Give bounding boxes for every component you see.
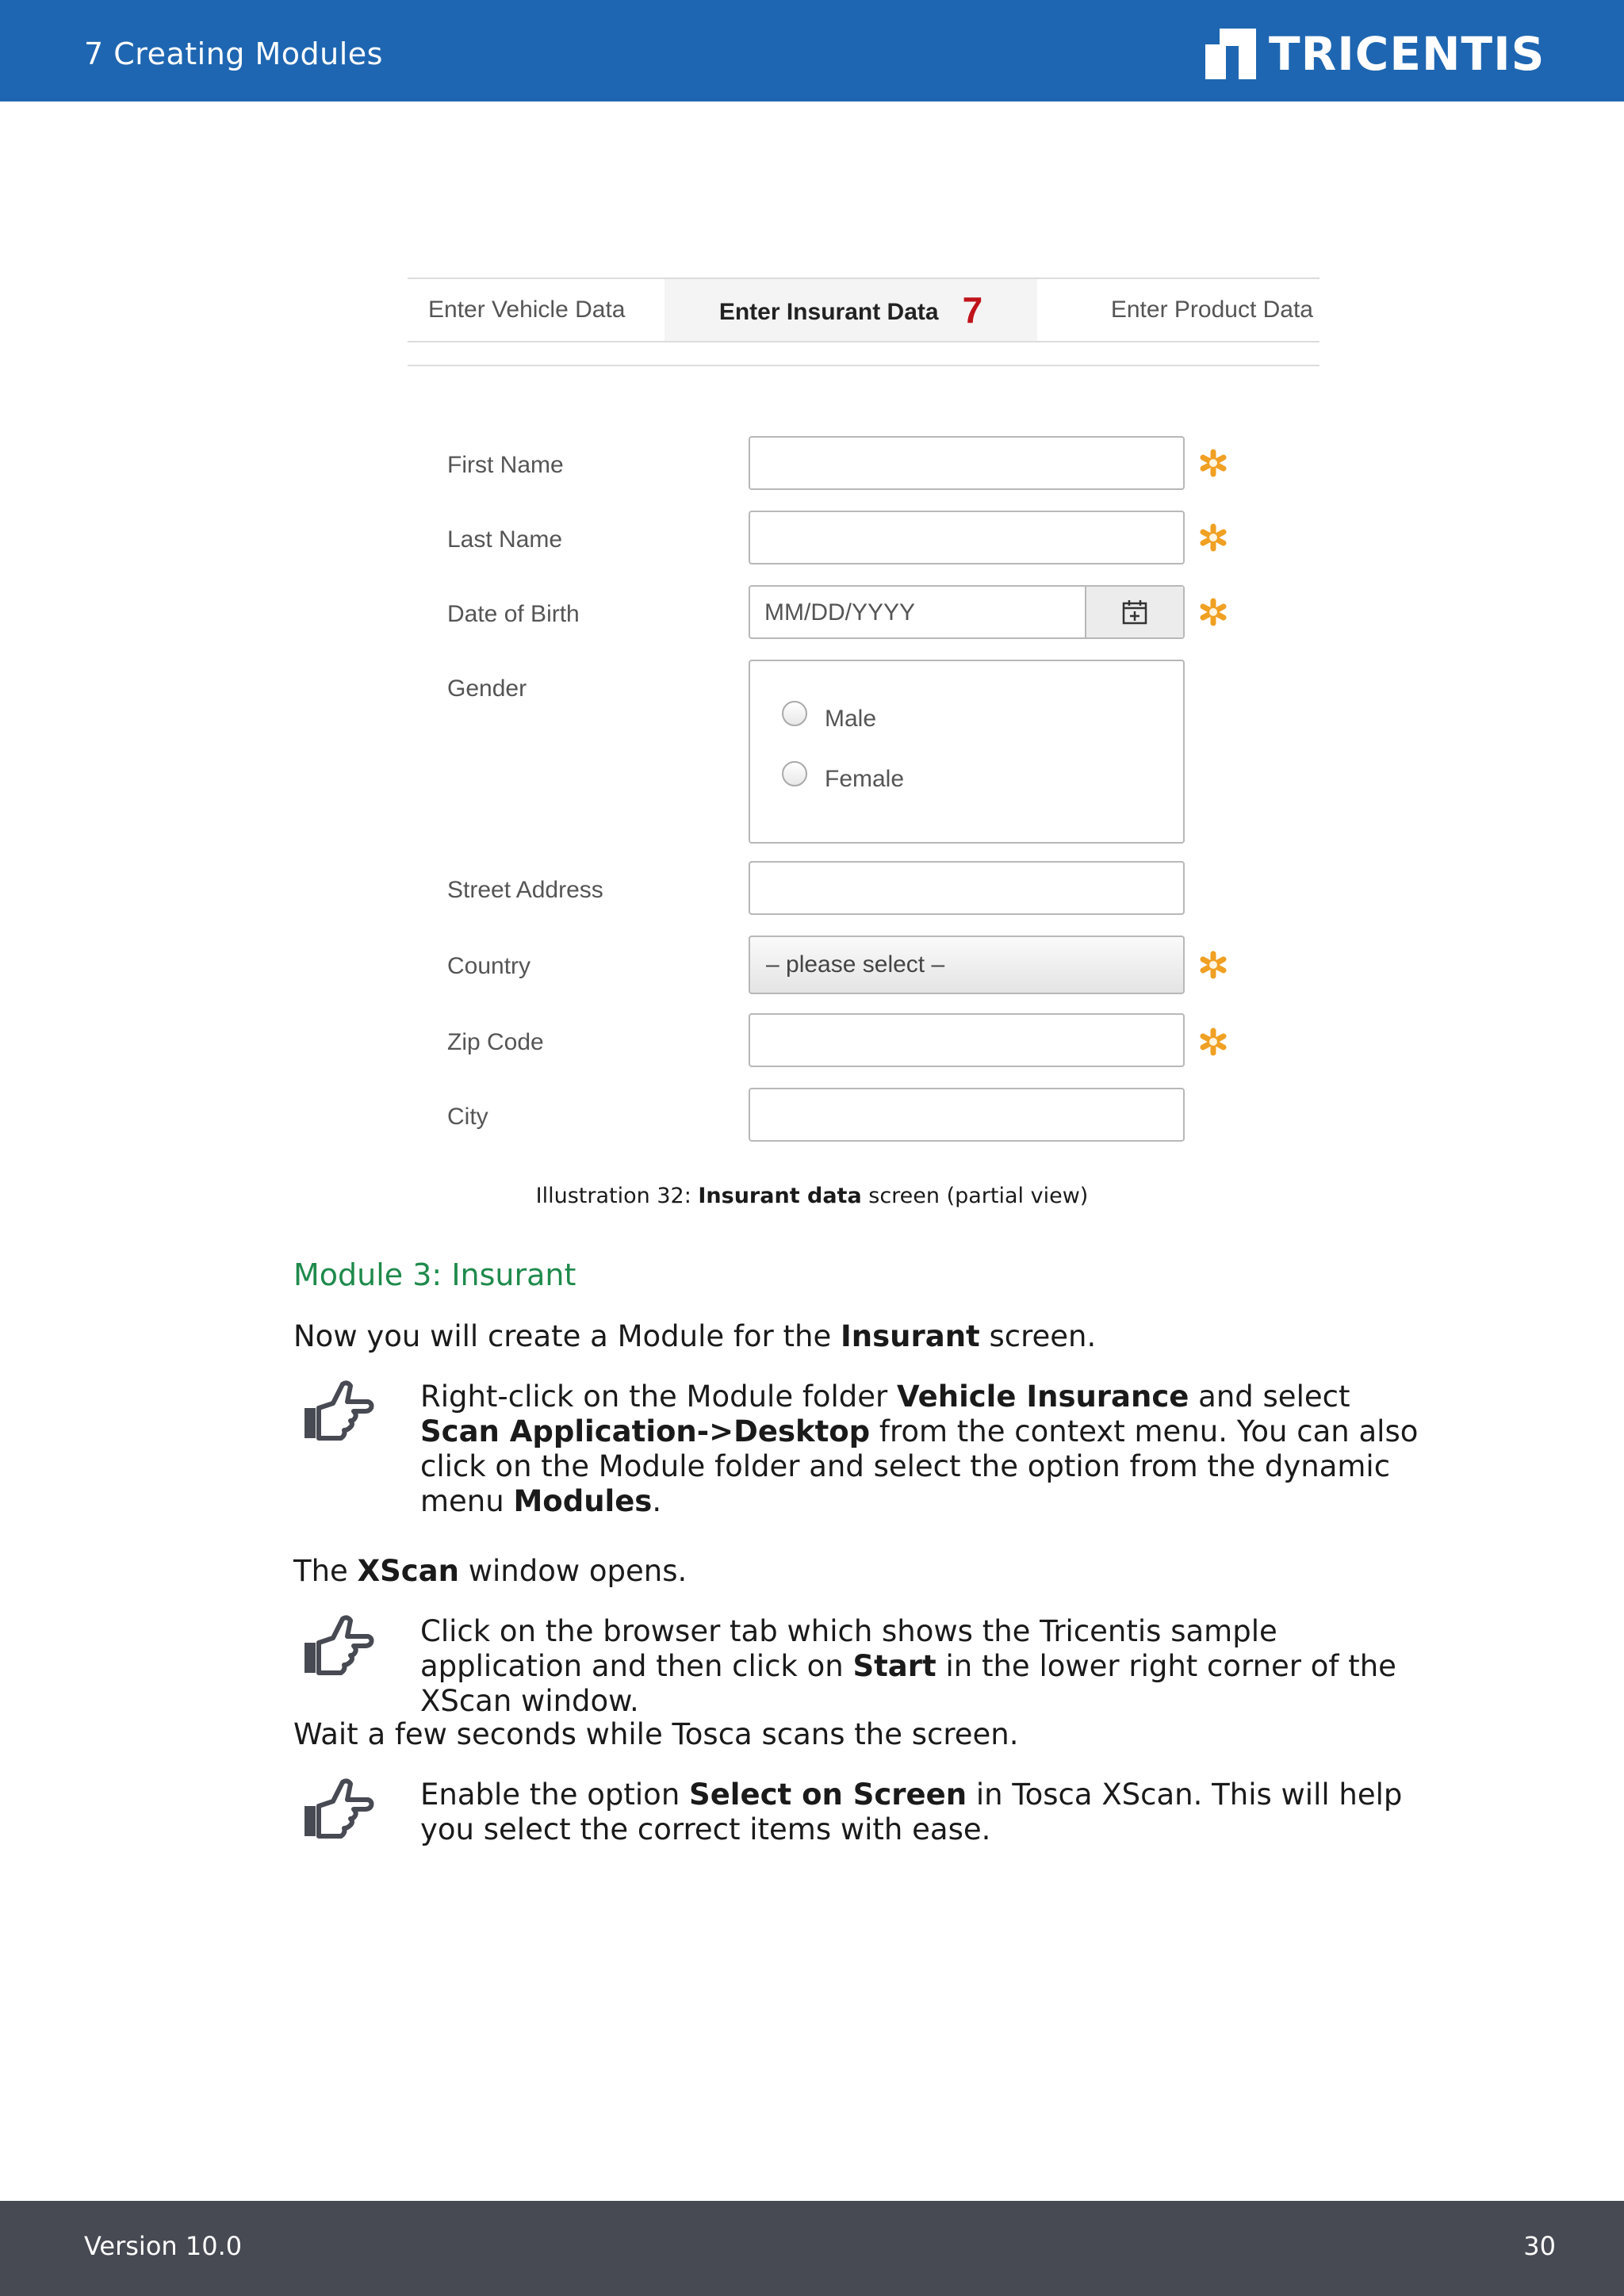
caption-bold: Insurant data [698, 1184, 862, 1208]
zip-code-input[interactable] [749, 1013, 1185, 1067]
chapter-title: 7 Creating Modules [84, 36, 383, 71]
calendar-icon [1121, 599, 1148, 626]
required-asterisk-icon [1199, 1027, 1228, 1056]
street-address-label: Street Address [447, 877, 603, 903]
first-name-input[interactable] [749, 436, 1185, 490]
step-number: 7 [962, 289, 983, 331]
country-select[interactable] [749, 936, 1185, 994]
last-name-label: Last Name [447, 526, 563, 553]
pointing-hand-icon [298, 1380, 374, 1443]
street-address-input[interactable] [749, 861, 1185, 915]
calendar-button[interactable] [1085, 587, 1183, 637]
caption-suffix: screen (partial view) [861, 1184, 1089, 1208]
section-heading: Module 3: Insurant [293, 1257, 576, 1292]
date-of-birth-input[interactable] [749, 585, 1185, 639]
city-input[interactable] [749, 1088, 1185, 1142]
tab-label: Enter Insurant Data [718, 299, 939, 325]
tab-enter-vehicle-data[interactable]: Enter Vehicle Data [428, 297, 626, 323]
gender-radio-group [749, 660, 1185, 844]
date-placeholder: MM/DD/YYYY [764, 599, 916, 626]
country-selected-value: – please select – [766, 951, 945, 978]
female-label: Female [825, 766, 905, 792]
required-asterisk-icon [1199, 598, 1228, 626]
tricentis-logo [1205, 27, 1545, 81]
male-label: Male [825, 706, 877, 732]
tab-enter-product-data[interactable]: Enter Product Data [1110, 297, 1313, 323]
country-label: Country [447, 953, 531, 979]
intro-paragraph: Now you will create a Module for the Insurant screen. [293, 1319, 1097, 1353]
city-label: City [447, 1104, 488, 1130]
last-name-input[interactable] [749, 511, 1185, 564]
required-asterisk-icon [1199, 523, 1228, 552]
divider [408, 365, 1320, 366]
wait-paragraph: Wait a few seconds while Tosca scans the screen. [293, 1717, 1019, 1751]
wizard-tabs [408, 277, 1320, 342]
logo-text: TRICENTIS [1269, 27, 1545, 81]
xscan-paragraph: The XScan window opens. [293, 1554, 688, 1588]
step-text: Click on the browser tab which shows the Tricentis sample application and then click on Start in the lower right corner of the XScan window. [420, 1614, 1396, 1718]
page-number: 30 [1523, 2231, 1556, 2261]
page-footer [0, 2201, 1624, 2296]
zip-code-label: Zip Code [447, 1029, 544, 1055]
tricentis-logo-icon [1205, 29, 1256, 79]
male-radio[interactable] [782, 701, 807, 726]
required-asterisk-icon [1199, 449, 1228, 477]
pointing-hand-icon [298, 1614, 374, 1678]
pointing-hand-icon [298, 1777, 374, 1841]
date-of-birth-label: Date of Birth [447, 601, 580, 627]
insurant-screenshot [408, 277, 1320, 1150]
page-header [0, 0, 1624, 101]
female-radio[interactable] [782, 761, 807, 786]
required-asterisk-icon [1199, 951, 1228, 979]
step-text: Right-click on the Module folder Vehicle Insurance and select Scan Application->Desktop from the context menu. You can also click on the Module folder and select the option from the dynamic menu Modules. [420, 1380, 1419, 1518]
gender-label: Gender [447, 675, 527, 702]
version-label: Version 10.0 [84, 2231, 243, 2261]
tab-enter-insurant-data[interactable] [665, 279, 1037, 341]
illustration-caption [0, 1184, 1624, 1208]
step-text: Enable the option Select on Screen in Tosca XScan. This will help you select the correct items with ease. [420, 1777, 1403, 1846]
first-name-label: First Name [447, 452, 564, 478]
caption-prefix: Illustration 32: [535, 1184, 699, 1208]
